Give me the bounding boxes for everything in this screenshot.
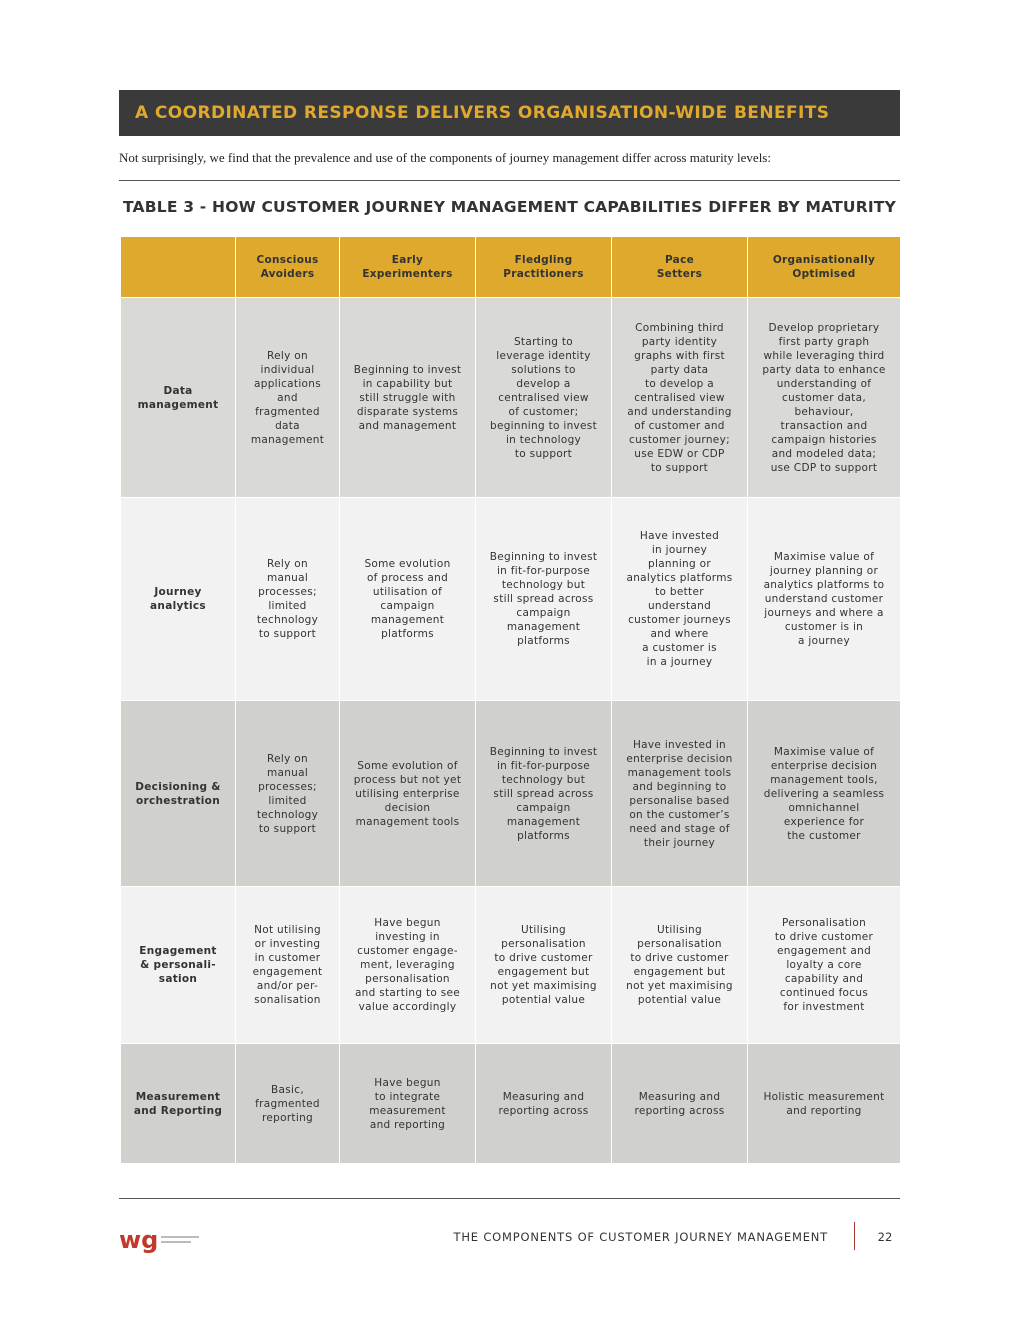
table-row [121, 298, 901, 498]
header-cell-empty [121, 237, 236, 298]
table-cell: Have invested in journey planning or analytics platforms to better understand customer journeys and where a customer is in a journey [612, 498, 748, 701]
table-cell: Beginning to invest in fit-for-purpose technology but still spread across campaign management platforms [476, 498, 612, 701]
company-logo [119, 1226, 209, 1256]
table-cell: Beginning to invest in capability but still struggle with disparate systems and management [340, 298, 476, 498]
table-cell: Measuring and reporting across [612, 1044, 748, 1164]
table-cell: Rely on manual processes; limited technology to support [236, 701, 340, 887]
row-header: Data management [121, 298, 236, 498]
table-cell: Have invested in enterprise decision management tools and beginning to personalise based on the customer’s need and stage of their journey [612, 701, 748, 887]
table-cell: Holistic measurement and reporting [748, 1044, 901, 1164]
header-cell: Conscious Avoiders [236, 237, 340, 298]
table-cell: Develop proprietary first party graph while leveraging third party data to enhance understanding of customer data, behaviour, transaction and campaign histories and modeled data; use CDP to support [748, 298, 901, 498]
table-cell: Utilising personalisation to drive customer engagement but not yet maximising potential value [476, 887, 612, 1044]
intro-paragraph: Not surprisingly, we find that the prevalence and use of the components of journey management differ across maturity levels: [119, 150, 771, 165]
table-cell: Maximise value of journey planning or analytics platforms to understand customer journeys and where a customer is in a journey [748, 498, 901, 701]
table-cell: Rely on manual processes; limited technology to support [236, 498, 340, 701]
row-header: Measurement and Reporting [121, 1044, 236, 1164]
table-cell: Starting to leverage identity solutions to develop a centralised view of customer; beginning to invest in technology to support [476, 298, 612, 498]
table-row [121, 498, 901, 701]
table-cell: Basic, fragmented reporting [236, 1044, 340, 1164]
table-row [121, 701, 901, 887]
maturity-table [120, 236, 901, 1164]
divider [119, 180, 900, 181]
table-title: TABLE 3 - HOW CUSTOMER JOURNEY MANAGEMENT CAPABILITIES DIFFER BY MATURITY [122, 198, 897, 216]
footer-separator [854, 1222, 855, 1250]
header-cell: Early Experimenters [340, 237, 476, 298]
header-cell: Pace Setters [612, 237, 748, 298]
table-row [121, 887, 901, 1044]
table-cell: Rely on individual applications and fragmented data management [236, 298, 340, 498]
table-header-row [121, 237, 901, 298]
header-cell: Organisationally Optimised [748, 237, 901, 298]
row-header: Decisioning & orchestration [121, 701, 236, 887]
section-banner [119, 90, 900, 136]
table-cell: Have begun to integrate measurement and reporting [340, 1044, 476, 1164]
table-cell: Some evolution of process and utilisation of campaign management platforms [340, 498, 476, 701]
page-number: 22 [877, 1230, 893, 1244]
footer-divider [119, 1198, 900, 1199]
logo-text: wg [119, 1226, 159, 1254]
table-cell: Some evolution of process but not yet utilising enterprise decision management tools [340, 701, 476, 887]
table-cell: Not utilising or investing in customer engagement and/or per- sonalisation [236, 887, 340, 1044]
table-cell: Beginning to invest in fit-for-purpose technology but still spread across campaign management platforms [476, 701, 612, 887]
table-cell: Personalisation to drive customer engagement and loyalty a core capability and continued focus for investment [748, 887, 901, 1044]
row-header: Journey analytics [121, 498, 236, 701]
table-cell: Utilising personalisation to drive customer engagement but not yet maximising potential value [612, 887, 748, 1044]
table-cell: Have begun investing in customer engage- ment, leveraging personalisation and starting to see value accordingly [340, 887, 476, 1044]
logo-mark-icon [119, 1226, 209, 1256]
banner-title: A COORDINATED RESPONSE DELIVERS ORGANISATION-WIDE BENEFITS [135, 103, 830, 123]
footer-section-title: THE COMPONENTS OF CUSTOMER JOURNEY MANAGEMENT [453, 1230, 828, 1244]
table-row [121, 1044, 901, 1164]
table-cell: Measuring and reporting across [476, 1044, 612, 1164]
header-cell: Fledgling Practitioners [476, 237, 612, 298]
table-cell: Maximise value of enterprise decision management tools, delivering a seamless omnichannel experience for the customer [748, 701, 901, 887]
row-header: Engagement & personali- sation [121, 887, 236, 1044]
table-cell: Combining third party identity graphs with first party data to develop a centralised view and understanding of customer and customer journey; use EDW or CDP to support [612, 298, 748, 498]
